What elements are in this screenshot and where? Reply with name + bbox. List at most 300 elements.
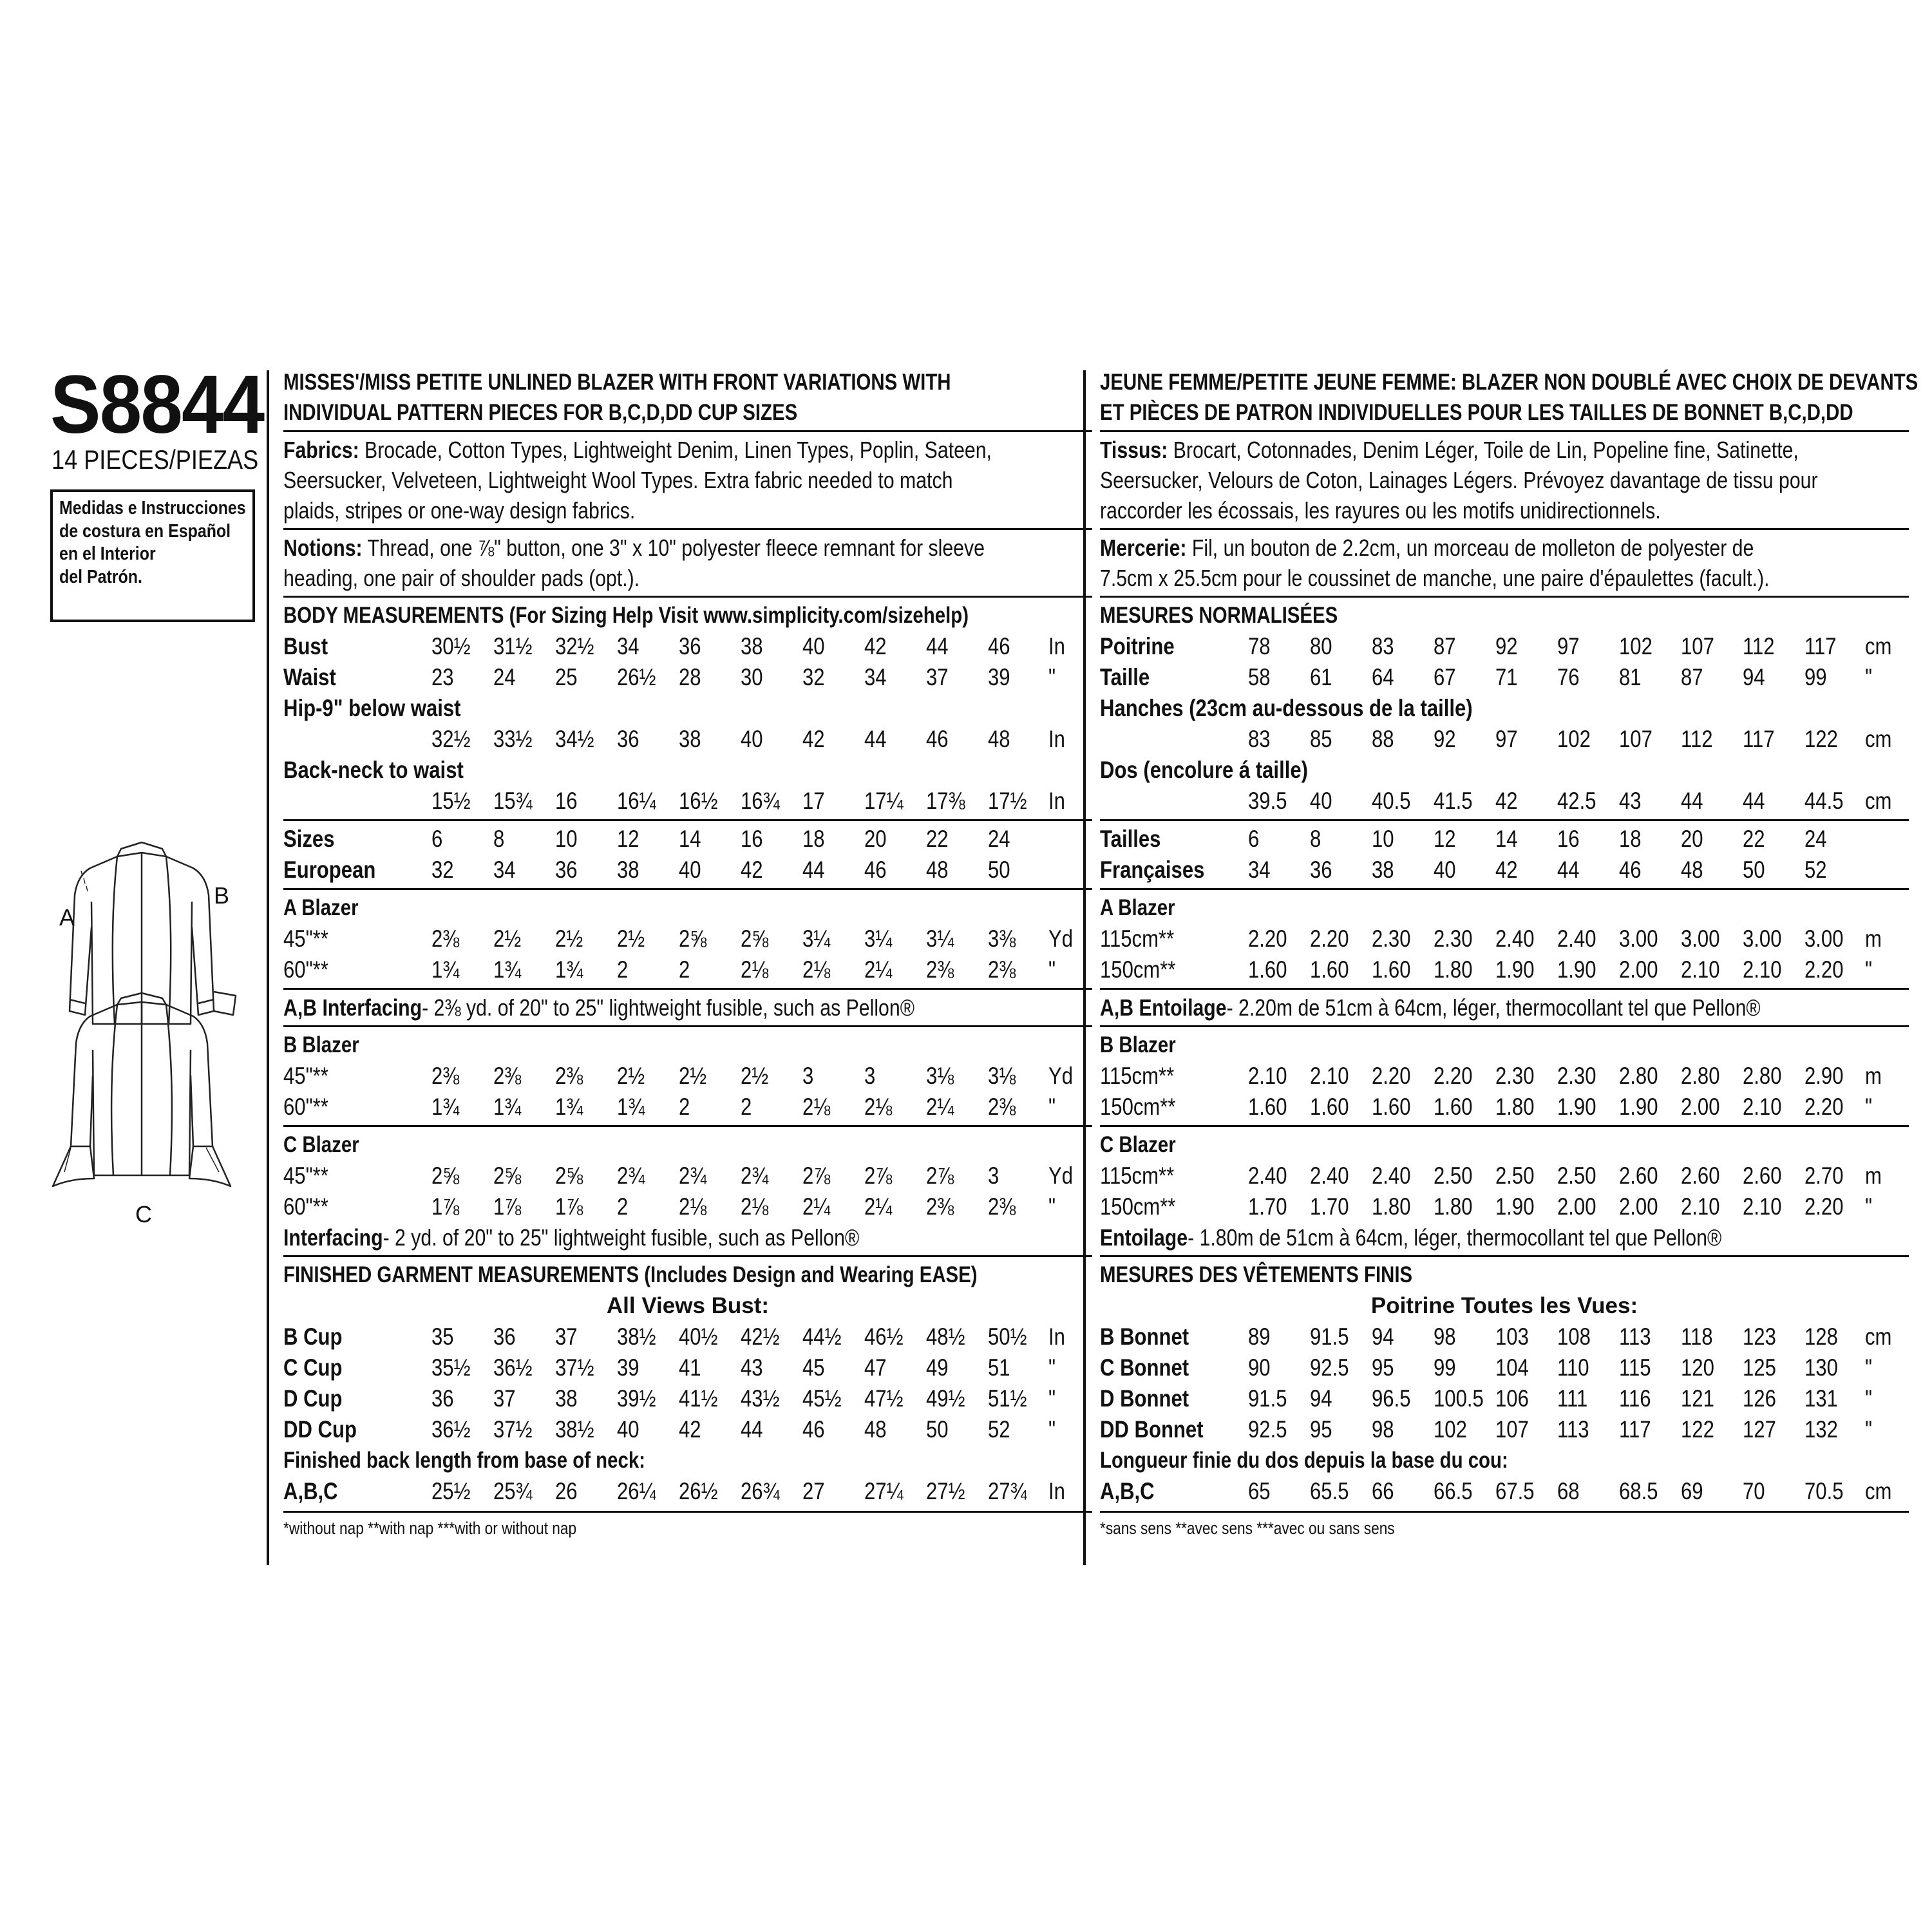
yardage-row [1100,1191,1909,1222]
cup-row [1100,1321,1909,1352]
row-value: 34 [1248,857,1271,883]
body-measurement-row [283,693,1092,724]
row-value: 42½ [741,1323,780,1350]
row-value: 2⅛ [864,1094,893,1120]
row-value: 8 [493,826,505,852]
row-unit: In [1048,1323,1065,1350]
view-a-yardage-title: A Blazer [1100,895,1175,920]
row-unit: " [1048,1193,1056,1220]
row-value: 1.90 [1495,956,1535,983]
row-value: 2.20 [1434,1063,1473,1089]
row-unit: " [1865,1354,1873,1381]
row-value: 2.20 [1310,925,1349,952]
row-value: 1.90 [1557,956,1596,983]
row-value: 24 [1804,826,1827,852]
row-value: 107 [1619,726,1653,752]
row-value: 16½ [679,788,718,814]
row-value: 46 [988,633,1010,659]
interfacing-label: Interfacing [283,1224,383,1251]
row-value: 10 [1372,826,1394,852]
row-value: 102 [1557,726,1591,752]
row-value: 32 [431,857,454,883]
row-value: 50 [988,857,1010,883]
row-value: 88 [1372,726,1394,752]
finished-measurements-title: MESURES DES VÊTEMENTS FINIS [1100,1262,1413,1287]
body-measurement-row [283,724,1092,755]
heading-line: INDIVIDUAL PATTERN PIECES FOR B,C,D,DD CUP SIZES [283,400,798,425]
row-value: 37 [926,664,949,690]
row-value: 52 [988,1416,1010,1443]
row-value: 45 [802,1354,825,1381]
cup-row [1100,1414,1909,1445]
row-label: 45"** [283,1063,328,1089]
cup-row [283,1414,1092,1445]
row-value: 46 [802,1416,825,1443]
row-value: 2 [741,1094,752,1120]
yardage-row [1100,954,1909,985]
row-unit: cm [1865,726,1892,752]
row-value: 2.20 [1248,925,1287,952]
row-value: 37½ [493,1416,533,1443]
c-interfacing-line [283,1222,963,1253]
row-value: 32½ [431,726,471,752]
row-value: 26¼ [617,1478,656,1504]
row-unit: " [1865,664,1873,690]
rule [283,888,1092,890]
row-value: 65.5 [1310,1478,1349,1504]
row-value: 2.60 [1619,1162,1658,1189]
row-value: 107 [1681,633,1714,659]
row-value: 94 [1310,1385,1332,1412]
row-value: 25½ [431,1478,471,1504]
row-value: 2⅜ [431,925,460,952]
row-value: 2.10 [1743,956,1782,983]
row-value: 2.40 [1557,925,1596,952]
row-value: 40 [1434,857,1456,883]
fabrics-text: plaids, stripes or one-way design fabrics. [283,497,636,524]
row-value: 17½ [988,788,1027,814]
row-label: Poitrine [1100,633,1175,659]
back-length-title: Longueur finie du dos depuis la base du cou: [1100,1448,1508,1473]
row-value: 92.5 [1310,1354,1349,1381]
row-value: 91.5 [1310,1323,1349,1350]
row-value: 26½ [679,1478,718,1504]
row-value: 36 [679,633,701,659]
yardage-row [1100,923,1909,954]
heading-line: ET PIÈCES DE PATRON INDIVIDUELLES POUR LES TAILLES DE BONNET B,C,D,DD [1100,400,1853,425]
finished-measurements-title: FINISHED GARMENT MEASUREMENTS (Includes Design and Wearing EASE) [283,1262,978,1287]
row-value: 44 [1557,857,1580,883]
row-value: 2.00 [1557,1193,1596,1220]
row-value: 39½ [617,1385,656,1412]
body-measurement-row [283,755,1092,786]
row-value: 40 [741,726,763,752]
view-b-yardage-title: B Blazer [1100,1032,1176,1057]
heading-line: JEUNE FEMME/PETITE JEUNE FEMME: BLAZER NON DOUBLÉ AVEC CHOIX DE DEVANTS [1100,370,1918,395]
yardage-row [1100,1061,1909,1092]
row-value: 23 [431,664,454,690]
interfacing-text: - 2⅜ yd. of 20" to 25" lightweight fusible, such as Pellon® [422,994,914,1021]
row-value: 87 [1681,664,1703,690]
interfacing-text: - 2.20m de 51cm à 64cm, léger, thermocollant tel que Pellon® [1226,994,1761,1021]
row-value: 48½ [926,1323,965,1350]
row-value: 39.5 [1248,788,1287,814]
row-value: 1¾ [493,1094,522,1120]
row-label: B Bonnet [1100,1323,1189,1350]
row-value: 40 [1310,788,1332,814]
row-value: 2⅜ [988,1094,1016,1120]
row-value: 2.30 [1372,925,1411,952]
row-value: 1¾ [617,1094,645,1120]
row-label: 45"** [283,1162,328,1189]
row-label: D Bonnet [1100,1385,1189,1412]
back-length-row [1100,1476,1909,1507]
body-measurement-row [1100,755,1909,786]
row-value: 43 [1619,788,1642,814]
body-measurement-row [283,662,1092,693]
body-measurements-title: MESURES NORMALISÉES [1100,603,1338,628]
fabrics-text: Seersucker, Velours de Coton, Lainages Légers. Prévoyez davantage de tissu pour [1100,467,1818,493]
row-unit: " [1048,1385,1056,1412]
row-value: 2 [679,1094,690,1120]
row-value: 2 [679,956,690,983]
fabrics-line [283,435,992,465]
row-value: 2.00 [1619,1193,1658,1220]
row-value: 95 [1310,1416,1332,1443]
row-value: 38 [555,1385,578,1412]
row-label: Françaises [1100,857,1205,883]
back-length-title: Finished back length from base of neck: [283,1448,645,1473]
row-value: 2⅜ [493,1063,522,1089]
size-row [1100,855,1909,886]
row-value: 2.10 [1310,1063,1349,1089]
row-unit: In [1048,633,1065,659]
row-label: Back-neck to waist [283,757,464,783]
row-value: 1¾ [431,956,460,983]
cup-row [1100,1383,1909,1414]
row-label: 115cm** [1100,1162,1175,1189]
row-value: 16 [741,826,763,852]
row-value: 3¼ [926,925,954,952]
row-value: 2⅜ [431,1063,460,1089]
english-column [283,367,1092,1541]
blazer-back-view-c-sketch [45,985,238,1198]
row-value: 1.80 [1434,956,1473,983]
row-value: 50 [1743,857,1765,883]
row-value: 2¼ [864,1193,893,1220]
row-value: 46 [1619,857,1642,883]
row-value: 2.10 [1743,1193,1782,1220]
row-value: 2.40 [1372,1162,1411,1189]
row-value: 2⅝ [555,1162,583,1189]
row-value: 66 [1372,1478,1394,1504]
row-value: 40.5 [1372,788,1411,814]
cup-row [283,1321,1092,1352]
row-value: 3¼ [802,925,831,952]
row-value: 18 [1619,826,1642,852]
row-value: 122 [1804,726,1838,752]
row-unit: " [1048,1416,1056,1443]
row-value: 2.30 [1434,925,1473,952]
row-value: 117 [1743,726,1775,752]
row-label: Sizes [283,826,335,852]
row-value: 36½ [493,1354,533,1381]
rule [1100,1125,1909,1127]
row-value: 52 [1804,857,1827,883]
row-value: 15½ [431,788,471,814]
row-value: 104 [1495,1354,1529,1381]
yardage-row [1100,1092,1909,1122]
row-label: Dos (encolure á taille) [1100,757,1308,783]
row-value: 1.90 [1557,1094,1596,1120]
row-value: 1.90 [1495,1193,1535,1220]
row-value: 2¾ [741,1162,769,1189]
yardage-row [1100,1160,1909,1191]
row-value: 36½ [431,1416,471,1443]
row-value: 16 [1557,826,1580,852]
row-value: 81 [1619,664,1642,690]
notions-line [283,533,985,563]
row-value: 26¾ [741,1478,780,1504]
spanish-note-line: de costura en Español [59,520,231,542]
row-value: 68 [1557,1478,1580,1504]
row-value: 123 [1743,1323,1776,1350]
row-value: 2.20 [1804,1193,1844,1220]
row-value: 2.80 [1619,1063,1658,1089]
row-value: 26 [555,1478,578,1504]
row-value: 1.60 [1310,1094,1349,1120]
row-value: 2.10 [1743,1094,1782,1120]
row-label: Bust [283,633,328,659]
rule [1100,1511,1909,1513]
row-value: 126 [1743,1385,1776,1412]
fabrics-line [283,495,963,526]
row-value: 32 [802,664,825,690]
row-value: 2.00 [1681,1094,1720,1120]
row-value: 85 [1310,726,1332,752]
cup-row [283,1383,1092,1414]
row-value: 122 [1681,1416,1714,1443]
row-value: 1.60 [1372,956,1411,983]
row-value: 76 [1557,664,1580,690]
rule [1100,1025,1909,1027]
row-label: 60"** [283,1094,328,1120]
row-value: 44½ [802,1323,842,1350]
size-row [283,824,1092,855]
row-value: 2.20 [1804,956,1844,983]
row-label: 115cm** [1100,1063,1175,1089]
row-value: 71 [1495,664,1518,690]
row-value: 78 [1248,633,1271,659]
row-value: 1.60 [1248,956,1287,983]
notions-text: 7.5cm x 25.5cm pour le coussinet de manche, une paire d'épaulettes (facult.). [1100,565,1770,591]
body-measurement-row [1100,631,1909,662]
row-value: 38½ [555,1416,594,1443]
row-value: 16¼ [617,788,656,814]
notions-text: Fil, un bouton de 2.2cm, un morceau de molleton de polyester de [1186,535,1754,561]
row-value: 117 [1619,1416,1651,1443]
row-label: DD Bonnet [1100,1416,1204,1443]
row-label: C Bonnet [1100,1354,1189,1381]
notions-line [1100,563,1779,593]
interfacing-text: - 1.80m de 51cm à 64cm, léger, thermocollant tel que Pellon® [1188,1224,1722,1251]
row-value: 2⅞ [802,1162,831,1189]
row-value: 125 [1743,1354,1776,1381]
row-value: 121 [1681,1385,1714,1412]
row-unit: cm [1865,1323,1892,1350]
yardage-row [283,1061,1092,1092]
row-value: 3.00 [1743,925,1782,952]
view-letter-c: C [135,1201,152,1227]
row-value: 2⅛ [802,1094,831,1120]
rule [1100,596,1909,598]
row-unit: Yd [1048,925,1074,952]
row-value: 39 [617,1354,639,1381]
row-value: 6 [431,826,443,852]
row-value: 2¾ [679,1162,707,1189]
row-value: 1.60 [1434,1094,1473,1120]
row-value: 2.50 [1434,1162,1473,1189]
body-measurements-title: BODY MEASUREMENTS (For Sizing Help Visit www.simplicity.com/sizehelp) [283,603,969,628]
row-unit: In [1048,1478,1065,1504]
spanish-instructions-note [50,489,255,622]
row-value: 94 [1372,1323,1394,1350]
size-row [1100,824,1909,855]
row-value: 99 [1804,664,1827,690]
rule [283,1125,1092,1127]
row-value: 70.5 [1804,1478,1844,1504]
row-value: 34 [493,857,516,883]
row-value: 100.5 [1434,1385,1484,1412]
row-value: 46 [926,726,949,752]
row-value: 64 [1372,664,1394,690]
row-value: 50 [926,1416,949,1443]
row-label: 60"** [283,1193,328,1220]
fabrics-text: raccorder les écossais, les rayures ou les motifs unidirectionnels. [1100,497,1661,524]
row-unit: cm [1865,1478,1892,1504]
body-measurement-row [1100,786,1909,817]
row-value: 1.60 [1372,1094,1411,1120]
row-value: 118 [1681,1323,1713,1350]
yardage-row [283,1160,1092,1191]
row-value: 90 [1248,1354,1271,1381]
row-value: 36 [431,1385,454,1412]
row-value: 40½ [679,1323,718,1350]
row-value: 2 [617,956,629,983]
body-measurement-row [1100,693,1909,724]
rule [283,1025,1092,1027]
fabrics-line [1100,495,1779,526]
row-value: 65 [1248,1478,1271,1504]
row-label: 115cm** [1100,925,1175,952]
pattern-number: S8844 [50,359,264,451]
row-value: 38 [1372,857,1394,883]
row-unit: In [1048,726,1065,752]
piece-count: 14 PIECES/PIEZAS [52,444,259,475]
notions-label: Notions: [283,535,363,561]
french-column [1100,367,1918,1541]
row-value: 92.5 [1248,1416,1287,1443]
row-value: 66.5 [1434,1478,1473,1504]
row-label: 45"** [283,925,328,952]
row-unit: " [1865,1416,1873,1443]
row-value: 38 [617,857,639,883]
row-value: 2.20 [1804,1094,1844,1120]
row-value: 70 [1743,1478,1765,1504]
rule [283,430,1092,432]
row-value: 83 [1372,633,1394,659]
row-value: 2.10 [1248,1063,1287,1089]
row-value: 117 [1804,633,1837,659]
row-value: 113 [1619,1323,1651,1350]
row-value: 35½ [431,1354,471,1381]
row-value: 44 [864,726,887,752]
row-value: 61 [1310,664,1332,690]
row-value: 41.5 [1434,788,1473,814]
row-value: 1⅞ [431,1193,460,1220]
row-value: 2.20 [1372,1063,1411,1089]
row-value: 47 [864,1354,887,1381]
notions-line [1100,533,1779,563]
row-value: 2.30 [1557,1063,1596,1089]
row-value: 24 [988,826,1010,852]
nap-footnote: *sans sens **avec sens ***avec ou sans sens [1100,1519,1395,1538]
rule [283,528,1092,530]
row-value: 2⅜ [988,1193,1016,1220]
row-value: 3¼ [864,925,893,952]
row-value: 2.80 [1681,1063,1720,1089]
row-value: 2⅜ [555,1063,583,1089]
row-label: A,B,C [1100,1478,1155,1504]
row-value: 3.00 [1619,925,1658,952]
row-value: 2.10 [1681,1193,1720,1220]
row-value: 3 [802,1063,814,1089]
row-unit: " [1865,1385,1873,1412]
row-label: A,B,C [283,1478,338,1504]
row-value: 44 [1681,788,1703,814]
body-measurement-row [283,786,1092,817]
rule [1100,1255,1909,1257]
row-value: 51½ [988,1385,1027,1412]
row-value: 2⅝ [431,1162,460,1189]
row-value: 2½ [617,1063,645,1089]
row-value: 2⅜ [988,956,1016,983]
row-value: 31½ [493,633,533,659]
row-value: 2⅝ [679,925,707,952]
column-divider [267,370,269,1565]
row-value: 1¾ [493,956,522,983]
row-value: 2⅛ [741,956,769,983]
row-value: 27 [802,1478,825,1504]
row-value: 2.90 [1804,1063,1844,1089]
rule [1100,819,1909,821]
row-value: 28 [679,664,701,690]
row-value: 42 [864,633,887,659]
row-unit: " [1048,664,1056,690]
row-value: 42 [1495,788,1518,814]
row-label: Taille [1100,664,1150,690]
row-value: 3⅛ [926,1063,954,1089]
row-value: 110 [1557,1354,1589,1381]
row-value: 69 [1681,1478,1703,1504]
row-value: 98 [1434,1323,1456,1350]
row-value: 113 [1557,1416,1589,1443]
interfacing-text: - 2 yd. of 20" to 25" lightweight fusible, such as Pellon® [383,1224,860,1251]
row-value: 2¼ [926,1094,954,1120]
back-length-row [283,1476,1092,1507]
row-value: 130 [1804,1354,1838,1381]
row-label: B Cup [283,1323,343,1350]
